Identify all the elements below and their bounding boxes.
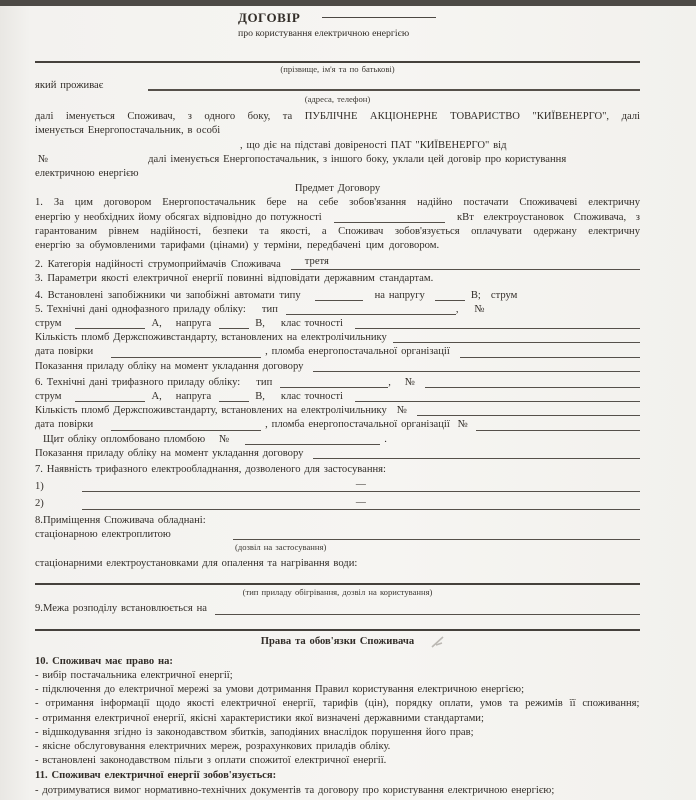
clause-11: 11. Споживач електричної енергії зобов'язується: — [35, 770, 277, 782]
panel-seal-number-sign: № — [219, 433, 230, 445]
section-divider — [35, 629, 640, 631]
meter1-line1: 5. Технічні дані однофазного приладу обліку: тип , № — [35, 303, 640, 317]
meter1-seals-count-field — [393, 342, 640, 343]
meter1-accuracy-class-field — [355, 328, 640, 329]
meter1-reading-field — [313, 371, 640, 372]
clause-3: 3. Параметри якості електричної енергії повинні відповідати державним стандартам. — [35, 273, 434, 285]
clause-1-line4: енергію за обумовленими тарифами (цінами) у терміни, передбачені цим договором. — [35, 240, 440, 252]
number-sign: № — [38, 153, 49, 165]
party-clause-line2: іменується Енергопостачальник, в особі — [35, 125, 221, 137]
meter3-line3: Кількість пломб Держспоживстандарту, встановлених на електролічильнику № — [35, 404, 640, 418]
clause-4-row: 4. Встановлені запобіжники чи запобіжні автомати типу на напругу В; струм — [35, 289, 518, 301]
attorney-clause: , що діє на підставі довіреності ПАТ "КИЇВЕНЕРГО" від — [240, 139, 507, 151]
meter1-current-field — [75, 327, 145, 329]
meter3-line4: дата повірки , пломба енергопостачальної організації № — [35, 418, 640, 432]
meter3-accuracy-class-field — [355, 401, 640, 402]
stove-permit-caption: (дозвіл на застосування) — [235, 542, 327, 553]
list-item: - отримання інформації щодо якості електричної енергії, тарифів (цін), порядку оплати, умов та режимів її споживання; — [35, 698, 640, 710]
clause-1-line3: гарантованим рівнем надійності, безпеки та якості, а Споживач зобов'язується оплачувати одержану електричну — [35, 225, 640, 237]
distribution-boundary-field — [215, 614, 640, 615]
meter3-type-field — [280, 386, 388, 388]
meter3-seals-number-sign: № — [396, 405, 407, 417]
reliability-category-field — [291, 255, 640, 270]
clause-7: 7. Наявність трифазного електрообладнання, дозволеного для застосування: — [35, 464, 386, 476]
meter3-line2: струм А, напруга В, клас точності — [35, 390, 640, 404]
equipment-entry-2 — [35, 497, 640, 511]
entry-2-label: 2) — [35, 498, 44, 510]
list-item: - вибір постачальника електричної енергії; — [35, 669, 233, 681]
meter3-line6: Показання приладу обліку на момент укладання договору — [35, 447, 640, 461]
resides-label: який проживає — [35, 80, 104, 91]
meter3-supplier-seal-field — [476, 430, 640, 431]
stove-row: стаціонарною електроплитою — [35, 528, 640, 542]
meter3-line5: Щит обліку опломбовано пломбою № . — [43, 433, 640, 447]
page-subtitle: про користування електричною енергією — [238, 28, 410, 39]
meter1-supplier-seal-field — [460, 357, 640, 358]
consumer-rights-list — [35, 669, 640, 768]
clause-1-line2: енергію у необхідних йому обсягах відповідно до потужності кВт електроустановок Споживача, з — [35, 211, 640, 223]
stove-permit-field — [233, 539, 640, 540]
list-item: - встановлені законодавством пільги з оплати спожитої електричної енергії. — [35, 755, 387, 767]
clause-8: 8.Приміщення Споживача обладнані: — [35, 514, 206, 526]
meter1-verification-date-field — [111, 356, 261, 358]
number-row — [35, 153, 640, 167]
meter3-seal-number-sign: № — [457, 419, 468, 431]
section-heading-subject: Предмет Договору — [294, 183, 381, 195]
equipment-entry-1 — [35, 480, 640, 494]
name-caption: (прізвище, ім'я та по батькові) — [280, 64, 395, 74]
meter3-reading-field — [313, 458, 640, 459]
list-item: - відшкодування згідно із законодавством збитків, заподіяних внаслідок порушення його прав; — [35, 726, 474, 738]
address-field — [148, 89, 640, 91]
heating-clause: стаціонарними електроустановками для опалення та нагрівання води: — [35, 558, 358, 570]
meter3-seals-count-field — [417, 415, 640, 416]
breaker-voltage-field — [435, 299, 465, 301]
meter3-line1: 6. Технічні дані трифазного приладу обліку: тип , № — [35, 376, 640, 390]
residence-row — [35, 79, 640, 93]
list-item: - підключення до електричної мережі за умови дотримання Правил користування електричною енергією; — [35, 684, 525, 696]
reliability-category-value: третя — [304, 256, 329, 268]
entry-1-label: 1) — [35, 481, 44, 493]
list-item: - дотримуватися вимог нормативно-технічних документів та договору про користування електричною енергією; — [35, 784, 555, 796]
meter1-line2: струм А, напруга В, клас точності — [35, 317, 640, 331]
meter3-verification-date-field — [111, 429, 261, 431]
meter3-number-sign: № — [404, 376, 415, 388]
document-header — [238, 10, 436, 40]
panel-seal-field — [245, 443, 380, 445]
breaker-type-field — [315, 299, 363, 301]
party-clause-line1: далі іменується Споживач, з одного боку, та ПУБЛІЧНЕ АКЦІОНЕРНЕ ТОВАРИСТВО "КИЇВЕНЕРГО", далі — [35, 111, 640, 123]
meter1-type-field — [286, 313, 456, 315]
meter1-voltage-field — [219, 327, 249, 329]
clause-10: 10. Споживач має право на: — [35, 655, 173, 667]
conclusion-clause-end: електричною енергією — [35, 168, 139, 180]
meter3-voltage-field — [219, 400, 249, 402]
list-item: - якісне обслуговування електричних мереж, розрахункових приладів обліку. — [35, 740, 391, 752]
equipment-entry-1-field: — — [82, 481, 640, 492]
meter3-number-field — [425, 387, 640, 388]
capacity-kw-field — [334, 222, 445, 223]
meter3-current-field — [75, 400, 145, 402]
clause-1-line1: 1. За цим договором Енергопостачальник бере на себе зобов'язання надійно постачати Споживачеві електричну — [35, 197, 640, 209]
meter1-line5: Показання приладу обліку на момент укладання договору — [35, 360, 640, 374]
heating-device-caption: (тип приладу обігрівання, дозвіл на користування) — [242, 587, 433, 598]
page-title: ДОГОВІР — [238, 10, 301, 25]
section-heading-rights: Права та обов'язки Споживача — [260, 635, 415, 647]
contract-number-field — [322, 17, 436, 18]
meter1-line3: Кількість пломб Держспоживстандарту, встановлених на електролічильнику — [35, 331, 640, 345]
equipment-entry-2-field: — — [82, 499, 640, 510]
consumer-name-field — [35, 61, 640, 63]
meter1-number-sign: № — [474, 303, 485, 315]
list-item: - отримання електричної енергії, якісні характеристики якої визначені державними стандартами; — [35, 712, 484, 724]
conclusion-clause: далі іменується Енергопостачальник, з іншого боку, уклали цей договір про користування — [148, 153, 567, 165]
clause-2-row: 2. Категорія надійності струмоприймачів Споживача третя — [35, 255, 640, 272]
meter1-line4: дата повірки , пломба енергопостачальної організації — [35, 345, 640, 359]
heating-device-field — [35, 583, 640, 585]
address-caption: (адреса, телефон) — [304, 94, 371, 105]
clause-9-row: 9.Межа розподілу встановлюється на — [35, 602, 640, 616]
